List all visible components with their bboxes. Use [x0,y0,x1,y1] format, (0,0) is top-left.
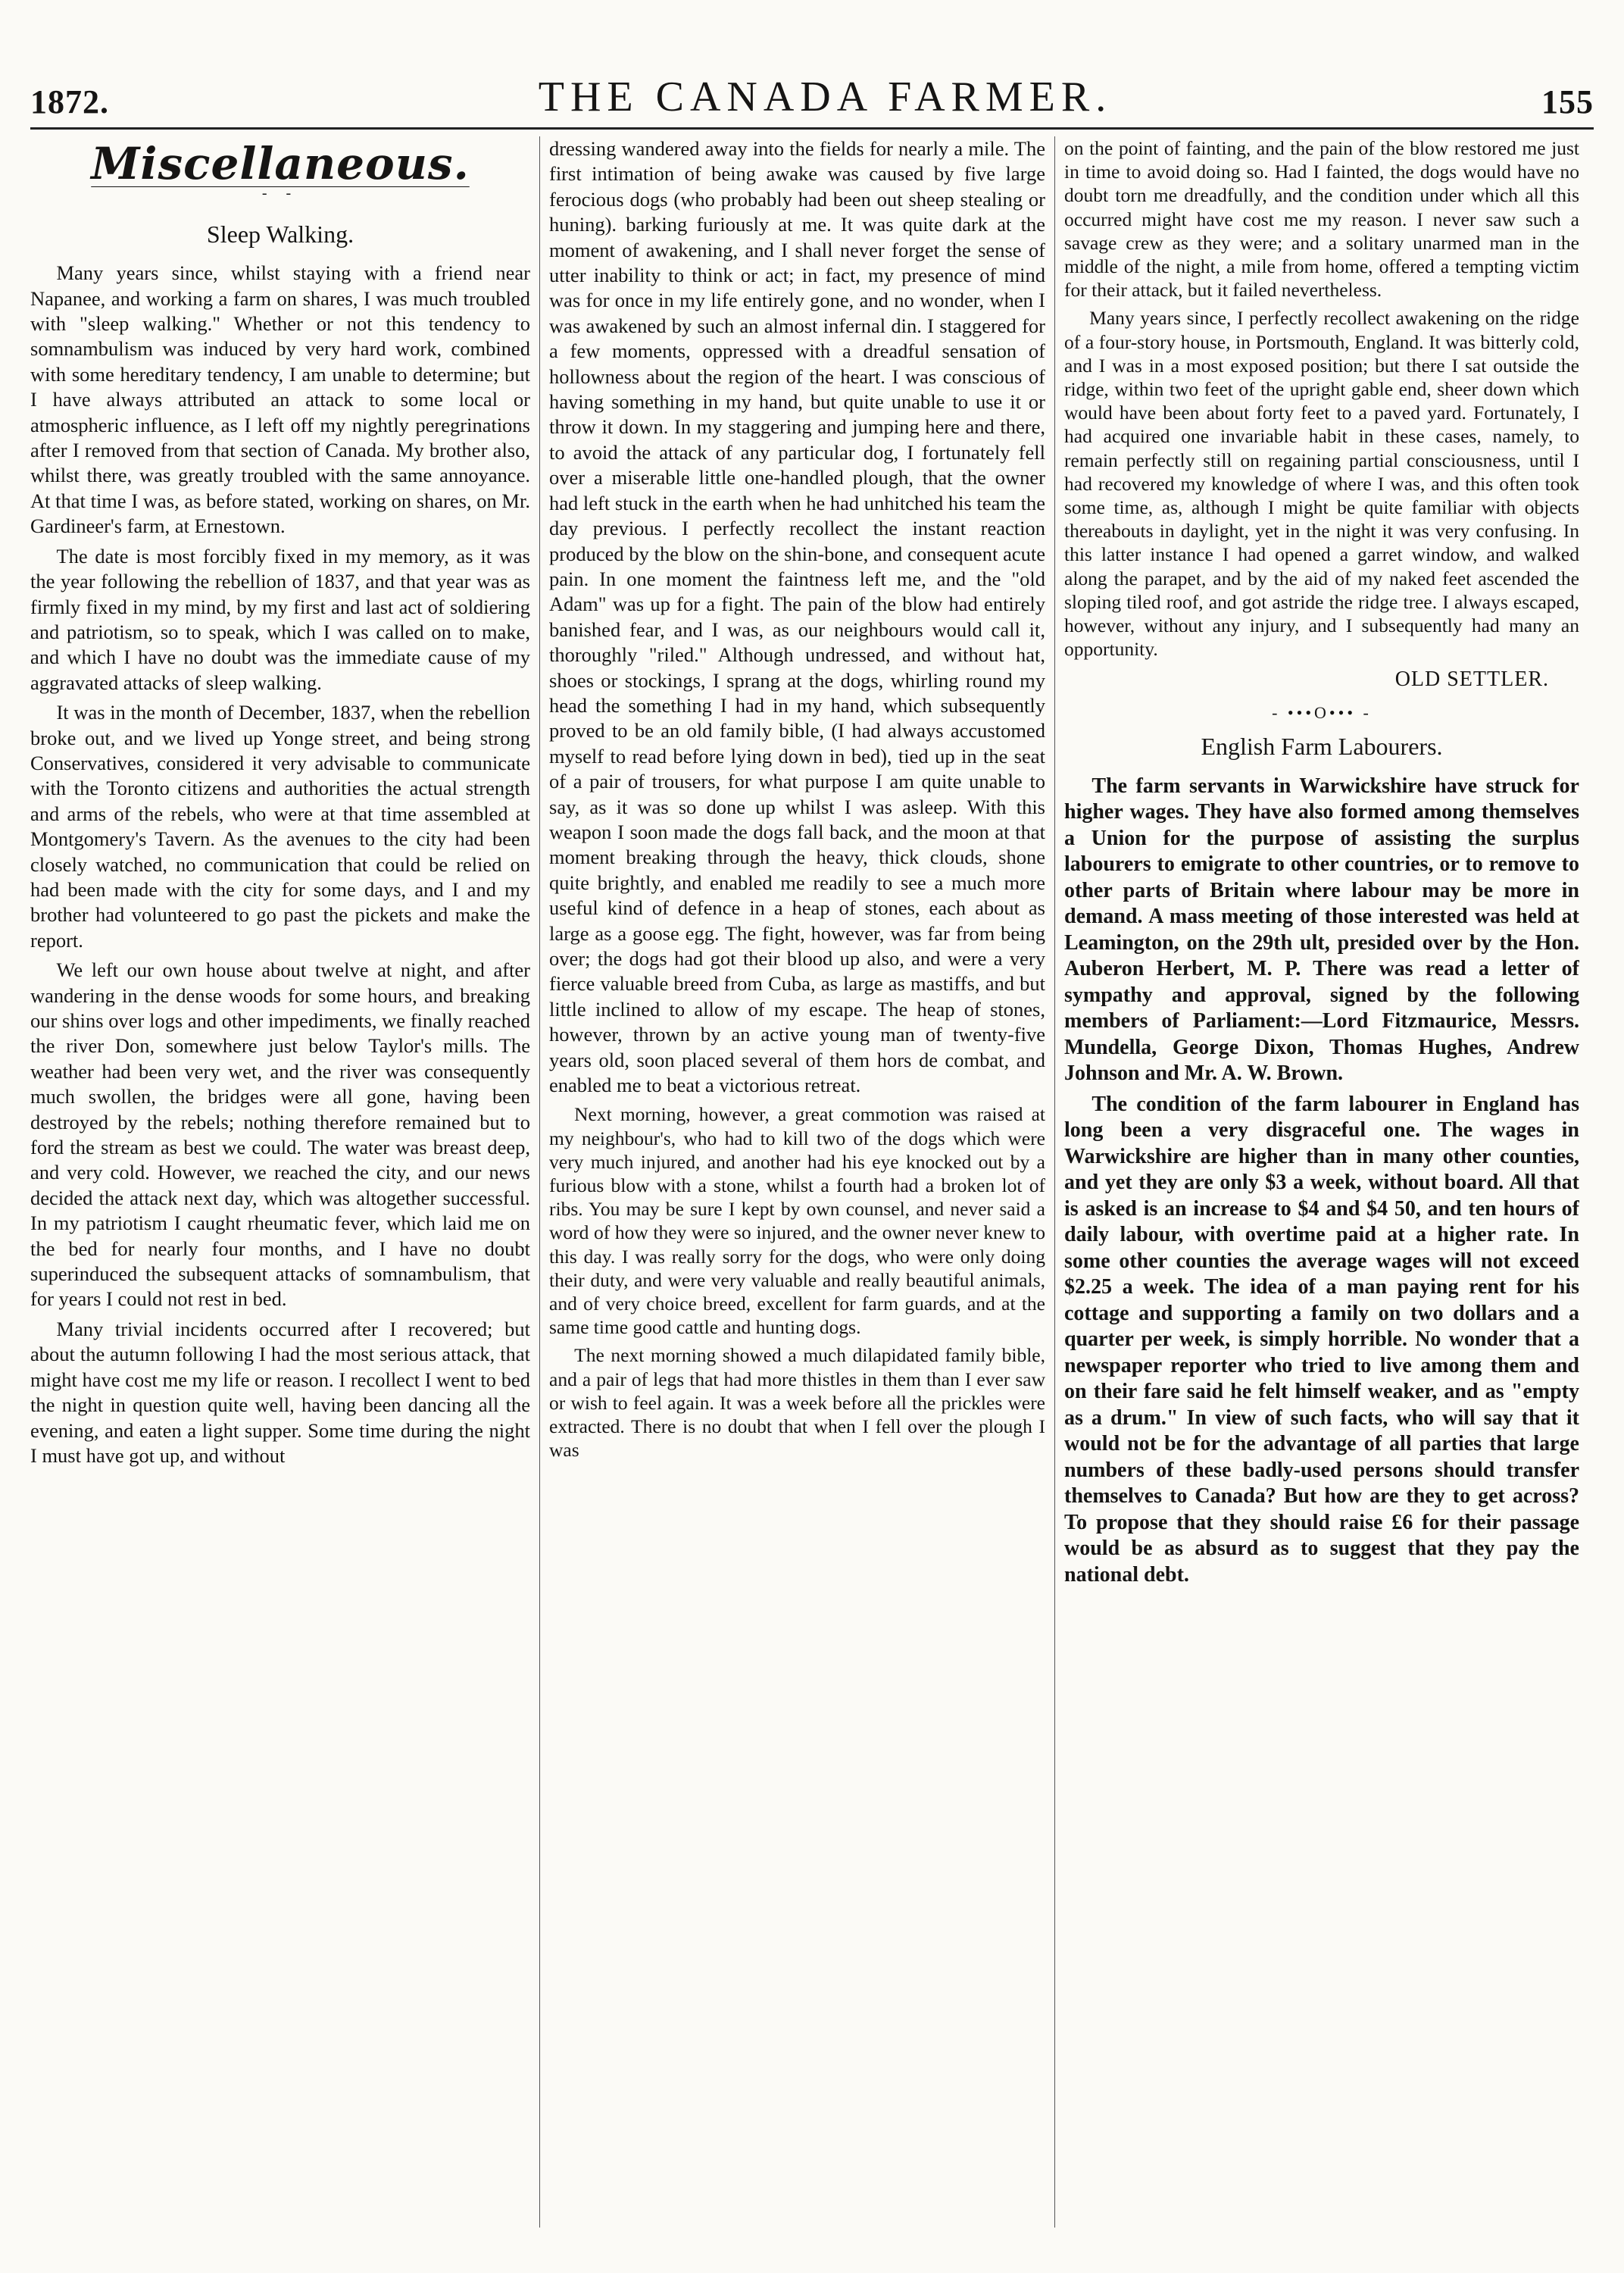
column-divider-2 [1054,136,1055,2228]
article-paragraph: dressing wandered away into the fields for nearly a mile. The first intimation of being awake was caused by five large ferocious dogs (who probably had been out sheep stealing or huning). barking furiously at me. It was quite dark at the moment of awakening, and I shall never forget the sense of utter inability to think or act; in fact, my presence of mind was for once in my life entirely gone, and no wonder, when I was awakened by such an almost infernal din. I staggered for a few moments, oppressed with a dreadful sensation of hollowness about the region of the heart. I was conscious of having something in my hand, but quite unable to use it or throw it down. In my staggering and jumping here and there, to avoid the attack of any particular dog, I fortunately fell over a miserable little one-handled plough, that the owner had left stuck in the earth when he had unhitched his team the day previous. I perfectly recollect the instant reaction produced by the blow on the shin-bone, and consequent acute pain. In one moment the faintness left me, and the "old Adam" was up for a fight. The pain of the blow had entirely banished fear, and I was, as our neighbours would call it, thoroughly "riled." Although undressed, and without hat, shoes or stockings, I sprang at the dogs, whirling round my head the something I had in my hand, which subsequently proved to be an old family bible, (I had always accustomed myself to read before lying down in bed), tied up in the seat of a pair of trousers, for what purpose I am quite unable to say, as it was so done up whilst I was asleep. With this weapon I soon made the dogs fall back, and the moon at that moment breaking through the heavy, thick clouds, shone quite brightly, and enabled me readily to see a much more useful kind of defence in a heap of stones, each about as large as a goose egg. The fight, however, was far from being over; the dogs had got their blood up also, and were a very fierce valuable breed from Cuba, as large as mastiffs, and but little inclined to allow of my escape. The heap of stones, however, thrown by an active young man of twenty-five years old, soon placed several of them hors de combat, and enabled me to beat a victorious retreat. [549,137,1045,1097]
newspaper-title: THE CANADA FARMER. [538,73,1113,120]
article-paragraph: The date is most forcibly fixed in my memory, as it was the year following the rebellion of 1837, and that year was as firmly fixed in my mind, by my first and last act of soldiering and patriotism, so to speak, which I was called on to make, and which I have no doubt was the immediate cause of my aggravated attacks of sleep walking. [30,544,530,694]
column-divider-1 [539,136,540,2228]
header-rule [30,127,1594,130]
column-3 [1064,136,1579,2250]
article-title-sleep-walking: Sleep Walking. [206,220,354,248]
article-paragraph: Many years since, I perfectly recollect awakening on the ridge of a four-story house, in Portsmouth, England. It was bitterly cold, and I was in a most exposed position; but there I sat outside the ridge, within two feet of the upright gable end, sheer down which would have been about forty feet to a paved yard. Fortunately, I had acquired one invariable habit in these cases, namely, to remain perfectly still on regaining partial consciousness, until I had recovered my knowledge of where I was, and this often took some time, as, although I might be quite familiar with objects thereabouts in daylight, yet in the night it was very confusing. In this latter instance I had opened a garret window, and walked along the parapet, and by the aid of my naked feet ascended the sloping tiled roof, and got astride the ridge tree. I always escaped, however, without any injury, and I subsequently had many an opportunity. [1064,307,1579,661]
article-paragraph: Next morning, however, a great commotion was raised at my neighbour's, who had to kill two of the dogs which were very much injured, and another had his eye knocked out by a furious blow with a stone, whilst a fourth had a broken lot of ribs. You may be sure I kept by own counsel, and never said a word of how they were so injured, and the owner never knew to this day. I was really sorry for the dogs, who were only doing their duty, and were very valuable and really beautiful animals, and of very choice breed, excellent for farm guards, and at the same time good cattle and hunting dogs. [549,1103,1045,1339]
issue-year: 1872. [30,83,109,120]
section-separator: - - [261,185,299,202]
article-paragraph: Many trivial incidents occurred after I recovered; but about the autumn following I had the most serious attack, that might have cost me my life or reason. I recollect I went to bed the night in question quite well, having been dancing all the evening, and eaten a light supper. Some time during the night I must have got up, and without [30,1317,530,1467]
article-paragraph: The next morning showed a much dilapidated family bible, and a pair of legs that had more thistles in them than I ever saw or wish to feel again. It was a week before all the prickles were extracted. There is no doubt that when I fell over the plough I was [549,1344,1045,1462]
section-title: Miscellaneous. [91,138,470,189]
article-paragraph: It was in the month of December, 1837, when the rebellion broke out, and we lived up Yonge street, and being strong Conservatives, considered it very advisable to communicate with the Toronto citizens and authorities the actual strength and arms of the rebels, who were at that time assembled at Montgomery's Tavern. As the avenues to the city had been closely watched, no communication that could be relied on had been made with the city for some days, and I and my brother had volunteered to go past the pickets and make the report. [30,701,530,952]
article-paragraph: Many years since, whilst staying with a friend near Napanee, and working a farm on shares, I was much troubled with "sleep walking." Whether or not this tendency to somnambulism was induced by very hard work, combined with some hereditary tendency, I am unable to determine; but I have always attributed an attack to some local or atmospheric influence, as I left off my nightly peregrinations after I removed from that section of Canada. My brother also, whilst there, was greatly troubled with the same annoyance. At that time I was, as before stated, working on shares, on Mr. Gardineer's farm, at Ernestown. [30,261,530,538]
masthead [30,67,1594,121]
article-title-farm-labourers: English Farm Labourers. [1201,733,1443,761]
article-paragraph: The condition of the farm labourer in England has long been a very disgraceful one. The wages in Warwickshire are higher than in many other counties, and yet they are only $3 a week, without board. All that is asked is an increase to $4 and $4 50, and ten hours of daily labour, with overtime paid at a higher rate. In some other counties the average wages will not exceed $2.25 a week. The idea of a man paying rent for his cottage and supporting a family on two dollars and a quarter per week, is simply horrible. No wonder that a newspaper reporter who tried to live among them and on their fare said he felt himself weaker, and as "empty as a drum." In view of such facts, who will say that it would not be for the advantage of all parties that large numbers of these badly-used persons should transfer themselves to Canada? But how are they to get across? To propose that they should raise £6 for their passage would be as absurd as to suggest that they pay the national debt. [1064,1092,1579,1587]
article-paragraph: We left our own house about twelve at night, and after wandering in the dense woods for some hours, and breaking our shins over logs and other impediments, we finally reached the river Don, somewhere just below Taylor's mills. The weather had been very wet, and the river was consequently much swollen, the bridges were all gone, having been destroyed by the rebels; nothing therefore remained but to ford the stream as best we could. The water was breast deep, and very cold. However, we reached the city, and our news decided the attack next day, which was altogether successful. In my patriotism I caught rheumatic fever, which laid me on the bed for nearly four months, and I have no doubt superinduced the subsequent attacks of somnambulism, that for years I could not rest in bed. [30,958,530,1311]
article-paragraph: The farm servants in Warwickshire have struck for higher wages. They have also formed among themselves a Union for the purpose of assisting the surplus labourers to emigrate to other countries, or to remove to other parts of Britain where labour may be more in demand. A mass meeting of those interested was held at Leamington, on the 29th ult, presided over by the Hon. Auberon Herbert, M. P. There was read a letter of sympathy and approval, signed by the following members of Parliament:—Lord Fitzmaurice, Messrs. Mundella, George Dixon, Thomas Hughes, Andrew Johnson and Mr. A. W. Brown. [1064,774,1579,1086]
column-2 [549,136,1045,2250]
column-1 [30,136,530,2250]
article-paragraph: on the point of fainting, and the pain of the blow restored me just in time to avoid doing so. Had I fainted, the dogs would have no doubt torn me dreadfully, and the condition under which all this occurred might have cost me my reason. I never saw such a savage crew as they were; and a solitary unarmed man in the middle of the night, a mile from home, offered a tempting victim for their attack, but it failed nevertheless. [1064,137,1579,302]
page-number: 155 [1541,83,1594,120]
author-signoff: OLD SETTLER. [1394,668,1549,692]
article-ornament-divider: - •••O••• - [1272,702,1372,722]
